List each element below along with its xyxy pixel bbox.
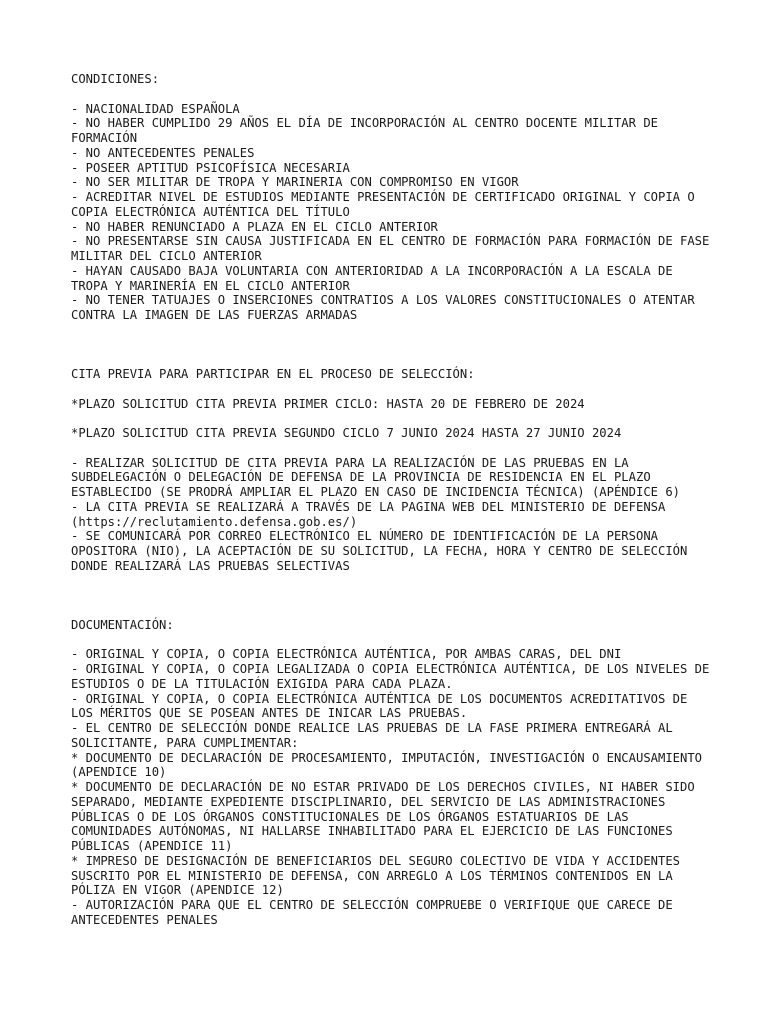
condicion-item: - NO TENER TATUAJES O INSERCIONES CONTRATIOS A LOS VALORES CONSTITUCIONALES O ATENTAR CONTRA LA IMAGEN DE LAS FUERZAS ARMADAS <box>71 293 703 322</box>
documentacion-item: * IMPRESO DE DESIGNACIÓN DE BENEFICIARIOS DEL SEGURO COLECTIVO DE VIDA Y ACCIDENTES SUSCRITO POR EL MINISTERIO DE DEFENSA, CON ARREGLO A LOS TÉRMINOS CONTENIDOS EN LA PÓLIZA EN VIGOR (APENDICE 12) <box>71 853 688 898</box>
plazo-primer-ciclo: *PLAZO SOLICITUD CITA PREVIA PRIMER CICLO: HASTA 20 DE FEBRERO DE 2024 <box>71 396 585 411</box>
documentacion-item: - ORIGINAL Y COPIA, O COPIA LEGALIZADA O COPIA ELECTRÓNICA AUTÉNTICA, DE LOS NIVELES DE ESTUDIOS O DE LA TITULACIÓN EXIGIDA PARA CADA PLAZA. <box>71 662 717 691</box>
documentacion-item: - AUTORIZACIÓN PARA QUE EL CENTRO DE SELECCIÓN COMPRUEBE O VERIFIQUE QUE CARECE DE ANTECEDENTES PENALES <box>71 898 681 927</box>
condicion-item: - NO HABER RENUNCIADO A PLAZA EN EL CICLO ANTERIOR <box>71 219 438 234</box>
documentacion-item: - ORIGINAL Y COPIA, O COPIA ELECTRÓNICA AUTÉNTICA, POR AMBAS CARAS, DEL DNI <box>71 647 622 662</box>
document-page <box>71 72 717 928</box>
plazo-segundo-ciclo: *PLAZO SOLICITUD CITA PREVIA SEGUNDO CICLO 7 JUNIO 2024 HASTA 27 JUNIO 2024 <box>71 426 622 440</box>
cita-previa-item: - LA CITA PREVIA SE REALIZARÁ A TRAVÉS DE LA PAGINA WEB DEL MINISTERIO DE DEFENSA (https://reclutamiento.defensa.gob.es/) <box>71 499 673 529</box>
section-heading-cita-previa: CITA PREVIA PARA PARTICIPAR EN EL PROCESO DE SELECCIÓN: <box>71 367 475 381</box>
condicion-item: - NO HABER CUMPLIDO 29 AÑOS EL DÍA DE INCORPORACIÓN AL CENTRO DOCENTE MILITAR DE FORMACIÓN <box>71 116 666 145</box>
section-heading-condiciones: CONDICIONES: <box>71 72 160 86</box>
section-cita-previa <box>71 367 711 574</box>
documentacion-item: * DOCUMENTO DE DECLARACIÓN DE PROCESAMIENTO, IMPUTACIÓN, INVESTIGACIÓN O ENCAUSAMIENTO (APENDICE 10) <box>71 750 710 780</box>
cita-previa-item: - SE COMUNICARÁ POR CORREO ELECTRÓNICO EL NÚMERO DE IDENTIFICACIÓN DE LA PERSONA OPOSITORA (NIO), LA ACEPTACIÓN DE SU SOLICITUD, LA FECHA, HORA Y CENTRO DE SELECCIÓN DONDE REALIZARÁ LAS PRUEBAS SELECTIVAS <box>71 529 695 573</box>
section-heading-documentacion: DOCUMENTACIÓN: <box>71 617 174 632</box>
condicion-item: - NO PRESENTARSE SIN CAUSA JUSTIFICADA EN EL CENTRO DE FORMACIÓN PARA FORMACIÓN DE FASE MILITAR DEL CICLO ANTERIOR <box>71 234 717 263</box>
section-condiciones <box>71 72 717 323</box>
condicion-item: - POSEER APTITUD PSICOFÍSICA NECESARIA <box>71 160 350 175</box>
condicion-item: - HAYAN CAUSADO BAJA VOLUNTARIA CON ANTERIORIDAD A LA INCORPORACIÓN A LA ESCALA DE TROPA Y MARINERÍA EN EL CICLO ANTERIOR <box>71 263 681 293</box>
condicion-item: - NACIONALIDAD ESPAÑOLA <box>71 101 240 116</box>
cita-previa-item: - REALIZAR SOLICITUD DE CITA PREVIA PARA LA REALIZACIÓN DE LAS PRUEBAS EN LA SUBDELEGACIÓN O DELEGACIÓN DE DEFENSA DE LA PROVINCIA DE RESIDENCIA EN EL PLAZO ESTABLECIDO (SE PRODRÁ AMPLIAR EL PLAZO EN CASO DE INCIDENCIA TÉCNICA) (APÉNDICE 6) <box>71 455 681 499</box>
documentacion-item: - EL CENTRO DE SELECCIÓN DONDE REALICE LAS PRUEBAS DE LA FASE PRIMERA ENTREGARÁ AL SOLICITANTE, PARA CUMPLIMENTAR: <box>71 721 681 750</box>
documentacion-item: * DOCUMENTO DE DECLARACIÓN DE NO ESTAR PRIVADO DE LOS DERECHOS CIVILES, NI HABER SIDO SEPARADO, MEDIANTE EXPEDIENTE DISCIPLINARIO, DEL SERVICIO DE LAS ADMINISTRACIONES PÚBLICAS O DE LOS ÓRGANOS CONSTITUCIONALES DE LOS ÓRGANOS ESTATUARIOS DE LAS COMUNIDADES AUTÓNOMAS, NI HALLARSE INHABILITADO PARA EL EJERCICIO DE LAS FUNCIONES PÚBLICAS (APENDICE 11) <box>71 780 703 853</box>
condicion-item: - NO SER MILITAR DE TROPA Y MARINERIA CON COMPROMISO EN VIGOR <box>71 175 519 190</box>
section-documentacion <box>71 617 717 928</box>
documentacion-item: - ORIGINAL Y COPIA, O COPIA ELECTRÓNICA AUTÉNTICA DE LOS DOCUMENTOS ACREDITATIVOS DE LOS MÉRITOS QUE SE POSEAN ANTES DE INICAR LAS PRUEBAS. <box>71 691 695 721</box>
condicion-item: - NO ANTECEDENTES PENALES <box>71 145 255 160</box>
condicion-item: - ACREDITAR NIVEL DE ESTUDIOS MEDIANTE PRESENTACIÓN DE CERTIFICADO ORIGINAL Y COPIA O COPIA ELECTRÓNICA AUTÉNTICA DEL TÍTULO <box>71 190 703 219</box>
